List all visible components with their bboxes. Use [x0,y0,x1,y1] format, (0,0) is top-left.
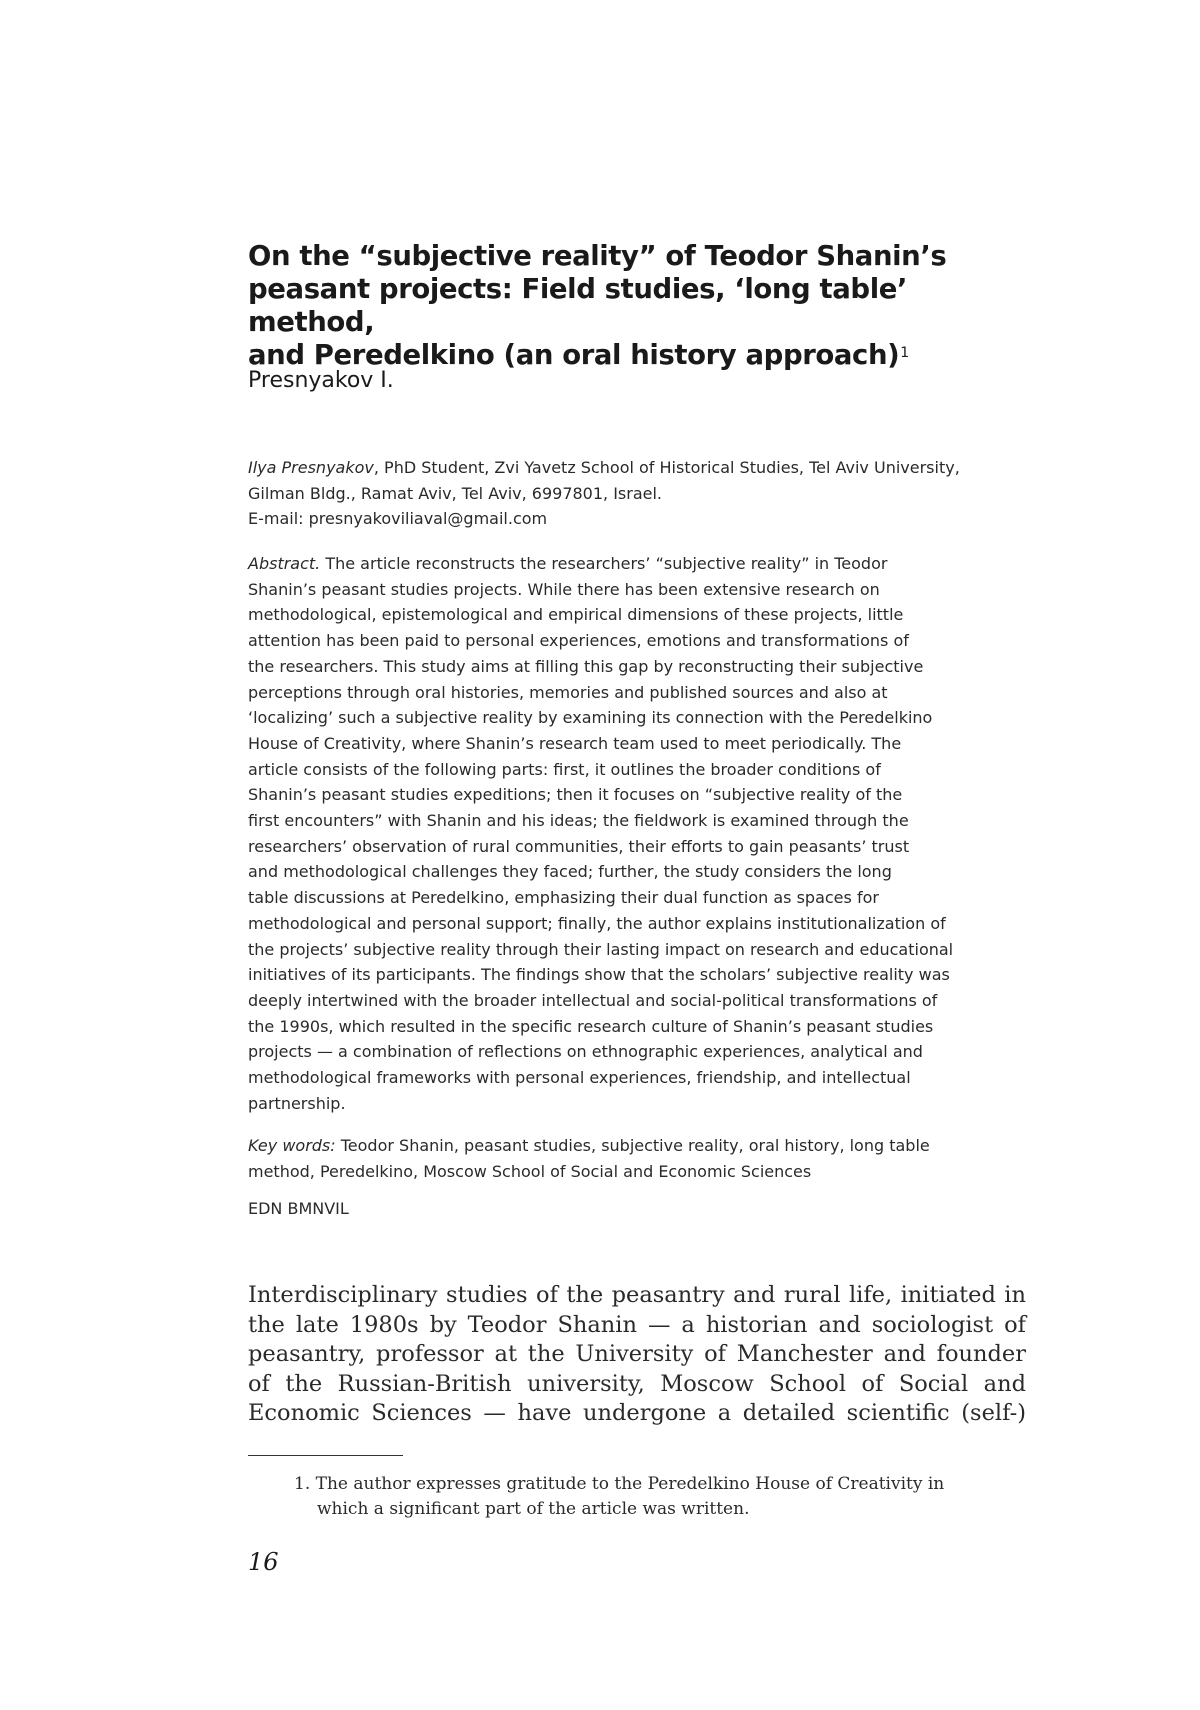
page-number: 16 [248,1547,279,1577]
affiliation-email: E-mail: presnyakoviliaval@gmail.com [248,506,1026,532]
keywords-label: Key words: [248,1136,336,1155]
footnote-marker: 1. [294,1474,310,1494]
affiliation-line-1: , PhD Student, Zvi Yavetz School of Historical Studies, Tel Aviv University, [374,458,960,477]
abstract-line: initiatives of its participants. The findings show that the scholars’ subjective reality was [248,962,1026,988]
abstract-label: Abstract. [248,554,320,573]
footnote-line-1: The author expresses gratitude to the Peredelkino House of Creativity in [316,1474,945,1494]
abstract-line: researchers’ observation of rural communities, their efforts to gain peasants’ trust [248,834,1026,860]
abstract-line: first encounters” with Shanin and his ideas; the fieldwork is examined through the [248,808,1026,834]
title-line-3: and Peredelkino (an oral history approach) [248,339,899,371]
abstract-line: The article reconstructs the researchers’ “subjective reality” in Teodor [320,554,887,573]
abstract-line: the 1990s, which resulted in the specific research culture of Shanin’s peasant studies [248,1014,1026,1040]
abstract-line: methodological and personal support; finally, the author explains institutionalization of [248,911,1026,937]
body-paragraph [248,1281,1026,1429]
abstract-line: methodological, epistemological and empirical dimensions of these projects, little [248,602,1026,628]
affiliation-line-2: Gilman Bldg., Ramat Aviv, Tel Aviv, 6997801, Israel. [248,481,1026,507]
abstract-line: the researchers. This study aims at filling this gap by reconstructing their subjective [248,654,1026,680]
abstract-line: partnership. [248,1091,1026,1117]
abstract [248,551,1026,1116]
body-line: of the Russian-British university, Moscow School of Social and [248,1370,1026,1400]
body-line: the late 1980s by Teodor Shanin — a historian and sociologist of [248,1311,1026,1341]
abstract-line: table discussions at Peredelkino, emphasizing their dual function as spaces for [248,885,1026,911]
author-name: Presnyakov I. [248,367,394,395]
abstract-line: House of Creativity, where Shanin’s research team used to meet periodically. The [248,731,1026,757]
abstract-line: article consists of the following parts: first, it outlines the broader conditions of [248,757,1026,783]
affiliation-name: Ilya Presnyakov [248,458,374,477]
abstract-line: Shanin’s peasant studies projects. While there has been extensive research on [248,577,1026,603]
abstract-line: and methodological challenges they faced; further, the study considers the long [248,859,1026,885]
abstract-line: projects — a combination of reflections on ethnographic experiences, analytical and [248,1039,1026,1065]
footnote [294,1472,1026,1522]
abstract-line: deeply intertwined with the broader intellectual and social-political transformations of [248,988,1026,1014]
abstract-line: ‘localizing’ such a subjective reality by examining its connection with the Peredelkino [248,705,1026,731]
body-line: Interdisciplinary studies of the peasantry and rural life, initiated in [248,1281,1026,1311]
body-line: Economic Sciences — have undergone a detailed scientific (self-) [248,1399,1026,1429]
footnote-line-2: which a significant part of the article was written. [294,1497,1026,1522]
article-title [248,240,1026,372]
abstract-line: perceptions through oral histories, memories and published sources and also at [248,680,1026,706]
abstract-line: attention has been paid to personal experiences, emotions and transformations of [248,628,1026,654]
title-line-1: On the “subjective reality” of Teodor Shanin’s [248,240,946,272]
keywords-line-2: method, Peredelkino, Moscow School of Social and Economic Sciences [248,1159,1026,1185]
body-line: peasantry, professor at the University of Manchester and founder [248,1340,1026,1370]
title-footnote-marker: 1 [900,345,909,361]
title-line-2: peasant projects: Field studies, ‘long table’ method, [248,273,907,338]
edn-code: EDN BMNVIL [248,1196,1026,1222]
keywords [248,1133,1026,1184]
keywords-line-1: Teodor Shanin, peasant studies, subjective reality, oral history, long table [336,1136,930,1155]
abstract-line: methodological frameworks with personal experiences, friendship, and intellectual [248,1065,1026,1091]
abstract-line: Shanin’s peasant studies expeditions; then it focuses on “subjective reality of the [248,782,1026,808]
author-affiliation [248,455,1026,532]
footnote-divider [248,1455,403,1456]
abstract-line: the projects’ subjective reality through their lasting impact on research and educational [248,937,1026,963]
